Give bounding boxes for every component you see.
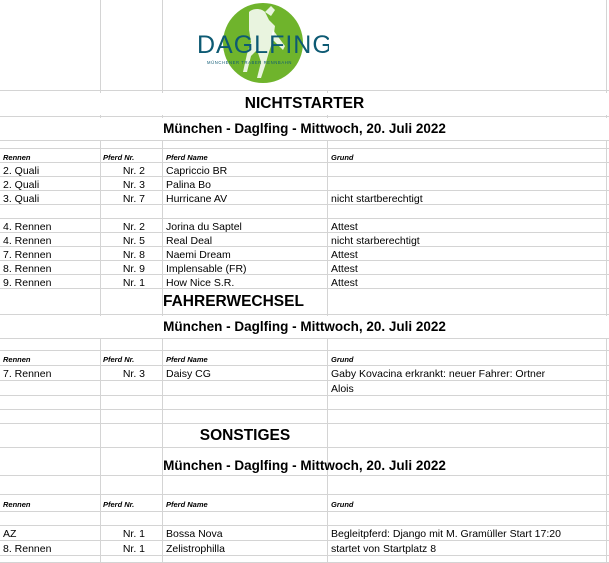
section-title-fahrerwechsel: FAHRERWECHSEL <box>163 291 327 313</box>
header-grund: Grund <box>331 153 354 162</box>
grid-row <box>0 396 609 410</box>
cell-rennen: 7. Rennen <box>3 368 52 380</box>
cell-pferd-nr: Nr. 1 <box>122 528 145 540</box>
cell-pferd-name: How Nice S.R. <box>166 277 235 289</box>
cell-pferd-name: Jorina du Saptel <box>166 221 242 233</box>
cell-pferd-nr: Nr. 2 <box>122 165 145 177</box>
grid-row <box>0 247 609 261</box>
header-pferd-name: Pferd Name <box>166 500 208 509</box>
grid-row <box>0 141 609 149</box>
cell-grund: Attest <box>331 249 358 261</box>
cell-pferd-name: Real Deal <box>166 235 213 247</box>
grid-row <box>0 205 609 219</box>
grid-row <box>0 219 609 233</box>
cell-rennen: AZ <box>3 528 17 540</box>
grid-row <box>0 275 609 289</box>
grid-row <box>0 177 609 191</box>
cell-pferd-nr: Nr. 3 <box>122 179 145 191</box>
cell-rennen: 8. Rennen <box>3 543 52 555</box>
section-subtitle-sonstiges: München - Daglfing - Mittwoch, 20. Juli 2022 <box>163 458 446 473</box>
cell-pferd-name: Palina Bo <box>166 179 211 191</box>
cell-pferd-name: Capriccio BR <box>166 165 228 177</box>
cell-pferd-nr: Nr. 1 <box>122 543 145 555</box>
grid-row <box>0 191 609 205</box>
grid-row <box>0 149 609 163</box>
logo-tagline: MÜNCHENER TRABER RENNBAHN <box>207 60 292 65</box>
cell-pferd-name: Bossa Nova <box>166 528 223 540</box>
cell-pferd-nr: Nr. 1 <box>122 277 145 289</box>
cell-pferd-name: Hurricane AV <box>166 193 228 205</box>
cell-rennen: 2. Quali <box>3 179 40 191</box>
header-rennen: Rennen <box>3 500 31 509</box>
cell-pferd-nr: Nr. 8 <box>122 249 145 261</box>
header-rennen: Rennen <box>3 355 31 364</box>
grid-row <box>0 163 609 177</box>
cell-pferd-name: Zelistrophilla <box>166 543 225 555</box>
cell-pferd-nr: Nr. 2 <box>122 221 145 233</box>
grid-row <box>0 351 609 366</box>
grid-row <box>0 495 609 512</box>
cell-rennen: 4. Rennen <box>3 221 52 233</box>
section-subtitle-fahrerwechsel: München - Daglfing - Mittwoch, 20. Juli 2022 <box>0 316 609 338</box>
grid-row <box>0 556 609 563</box>
grid-row <box>0 410 609 424</box>
header-pferd-name: Pferd Name <box>166 153 208 162</box>
header-grund: Grund <box>331 500 354 509</box>
header-pferd-name: Pferd Name <box>166 355 208 364</box>
header-grund: Grund <box>331 355 354 364</box>
grid-row <box>0 339 609 351</box>
cell-rennen: 7. Rennen <box>3 249 52 261</box>
section-title-nichtstarter: NICHTSTARTER <box>0 93 609 115</box>
section-subtitle-nichtstarter: München - Daglfing - Mittwoch, 20. Juli 2022 <box>0 118 609 140</box>
grid-row <box>0 541 609 556</box>
cell-grund: Attest <box>331 263 358 275</box>
cell-rennen: 9. Rennen <box>3 277 52 289</box>
cell-rennen: 3. Quali <box>3 193 40 205</box>
logo-text: DAGLFING <box>197 31 329 59</box>
cell-grund: Gaby Kovacina erkrankt: neuer Fahrer: Ortner <box>331 368 546 380</box>
cell-pferd-nr: Nr. 5 <box>122 235 145 247</box>
header-rennen: Rennen <box>3 153 31 162</box>
header-pferd-nr: Pferd Nr. <box>103 355 135 364</box>
grid-row <box>0 381 609 396</box>
cell-rennen: 2. Quali <box>3 165 40 177</box>
cell-grund: nicht startberechtigt <box>331 193 423 205</box>
horse-logo-icon <box>191 0 329 90</box>
cell-grund: Begleitpferd: Django mit M. Gramüller Start 17:20 <box>331 528 561 540</box>
cell-rennen: 8. Rennen <box>3 263 52 275</box>
section-title-sonstiges: SONSTIGES <box>163 425 327 447</box>
header-pferd-nr: Pferd Nr. <box>103 500 135 509</box>
cell-rennen: 4. Rennen <box>3 235 52 247</box>
cell-grund: Attest <box>331 277 358 289</box>
cell-pferd-nr: Nr. 3 <box>122 368 145 380</box>
cell-grund: Attest <box>331 221 358 233</box>
grid-row <box>0 233 609 247</box>
cell-pferd-name: Implensable (FR) <box>166 263 247 275</box>
grid-row <box>0 476 609 495</box>
grid-row <box>0 512 609 526</box>
daglfing-logo <box>191 0 329 90</box>
cell-pferd-name: Daisy CG <box>166 368 211 380</box>
cell-grund: startet von Startplatz 8 <box>331 543 437 555</box>
cell-pferd-nr: Nr. 9 <box>122 263 145 275</box>
cell-grund-continuation: Alois <box>331 383 354 395</box>
cell-grund: nicht starberechtigt <box>331 235 420 247</box>
cell-pferd-name: Naemi Dream <box>166 249 231 261</box>
cell-pferd-nr: Nr. 7 <box>122 193 145 205</box>
grid-row <box>0 261 609 275</box>
header-pferd-nr: Pferd Nr. <box>103 153 135 162</box>
